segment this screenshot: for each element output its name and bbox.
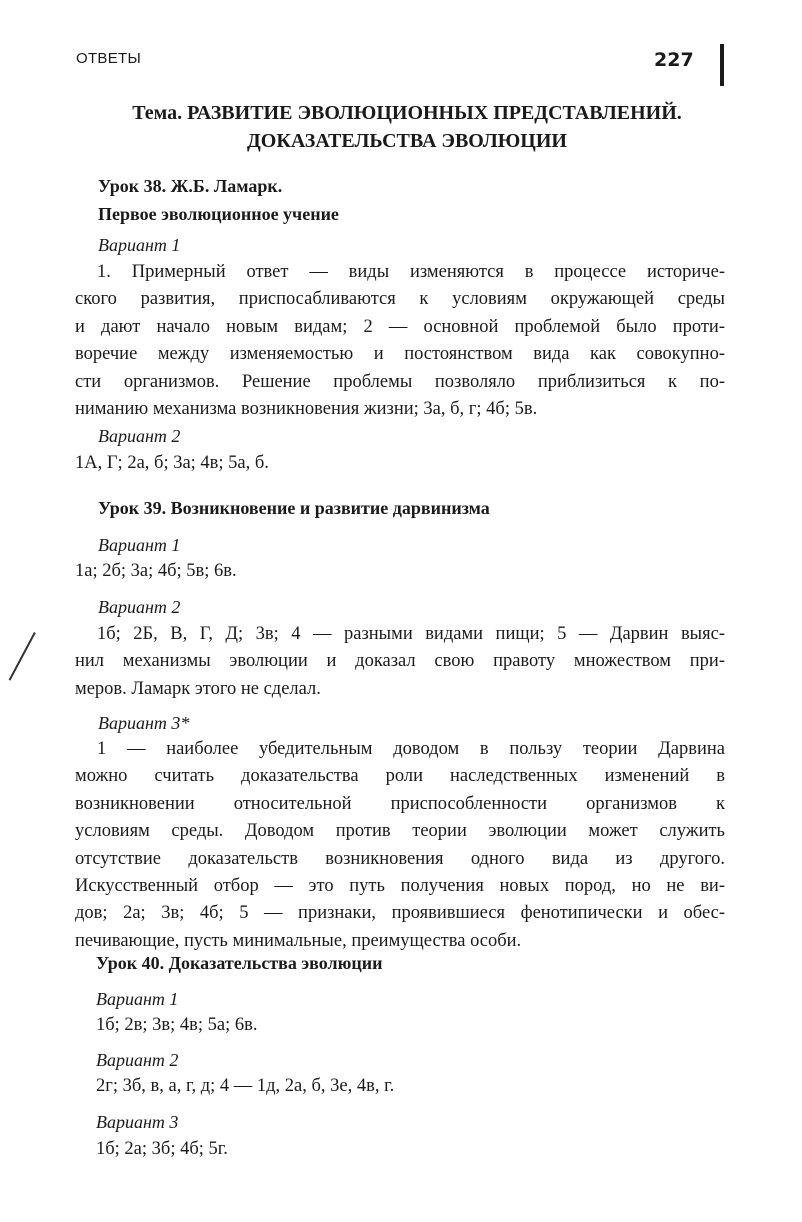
answer-line: условиям среды. Доводом против теории эволюции может служить bbox=[75, 821, 725, 842]
lesson-39-variant-1-answer bbox=[75, 558, 725, 585]
answer-line: возникновении относительной приспособленности организмов к bbox=[75, 793, 725, 814]
answer-line: 1б; 2в; 3в; 4в; 5а; 6в. bbox=[96, 1015, 258, 1035]
header-rule bbox=[720, 44, 724, 86]
answer-line: ниманию механизма возникновения жизни; 3а, б, г; 4б; 5в. bbox=[75, 399, 538, 420]
lesson-38-title bbox=[98, 172, 748, 228]
lesson-40-variant-1-answer bbox=[96, 1012, 746, 1039]
answer-line: отсутствие доказательств возникновения одного вида из другого. bbox=[75, 848, 725, 869]
answer-line: дов; 2а; 3в; 4б; 5 — признаки, проявившиеся фенотипически и обес- bbox=[75, 903, 725, 924]
lesson-38-title-line-2: Первое эволюционное учение bbox=[98, 204, 339, 224]
answer-line: меров. Ламарк этого не сделал. bbox=[75, 678, 321, 699]
lesson-39-variant-3-answer bbox=[75, 736, 725, 955]
answer-line: 1 — наиболее убедительным доводом в пользу теории Дарвина bbox=[97, 739, 725, 759]
page-number: 227 bbox=[654, 49, 694, 71]
lesson-38-variant-2-label: Вариант 2 bbox=[98, 426, 181, 446]
answer-line: 1б; 2Б, В, Г, Д; 3в; 4 — разными видами пищи; 5 — Дарвин выяс- bbox=[97, 624, 725, 644]
lesson-40-variant-3-answer bbox=[96, 1136, 746, 1163]
answer-line: 1. Примерный ответ — виды изменяются в процессе историче- bbox=[97, 262, 725, 282]
answer-line: сти организмов. Решение проблемы позволяло приблизиться к по- bbox=[75, 371, 725, 392]
lesson-40-variant-2-answer bbox=[96, 1073, 746, 1100]
answer-line: 2г; 3б, в, а, г, д; 4 — 1д, 2а, б, 3е, 4в, г. bbox=[96, 1076, 395, 1096]
lesson-38-variant-1-label: Вариант 1 bbox=[98, 235, 181, 255]
lesson-40-variant-1-label: Вариант 1 bbox=[96, 989, 179, 1009]
answer-line: и дают начало новым видам; 2 — основной проблемой было проти- bbox=[75, 316, 725, 337]
topic-heading bbox=[60, 99, 754, 155]
lesson-40-title: Урок 40. Доказательства эволюции bbox=[96, 953, 383, 973]
answer-line: можно считать доказательства роли наследственных изменений в bbox=[75, 766, 725, 787]
lesson-40-variant-3-label: Вариант 3 bbox=[96, 1112, 179, 1132]
answer-line: 1б; 2а; 3б; 4б; 5г. bbox=[96, 1139, 228, 1159]
answer-line: нил механизмы эволюции и доказал свою правоту множеством при- bbox=[75, 651, 725, 672]
answer-line: воречие между изменяемостью и постоянством вида как совокупно- bbox=[75, 344, 725, 365]
answer-line: ского развития, приспосабливаются к условиям окружающей среды bbox=[75, 289, 725, 310]
lesson-39-variant-2-answer bbox=[75, 621, 725, 703]
answer-line: 1А, Г; 2а, б; 3а; 4в; 5а, б. bbox=[75, 453, 269, 473]
answer-line: 1а; 2б; 3а; 4б; 5в; 6в. bbox=[75, 561, 237, 581]
topic-heading-line-1: Тема. РАЗВИТИЕ ЭВОЛЮЦИОННЫХ ПРЕДСТАВЛЕНИЙ. bbox=[132, 102, 682, 124]
pencil-margin-mark bbox=[9, 632, 36, 681]
answer-line: печивающие, пусть минимальные, преимущества особи. bbox=[75, 930, 522, 951]
lesson-40-variant-2-label: Вариант 2 bbox=[96, 1050, 179, 1070]
lesson-38-title-line-1: Урок 38. Ж.Б. Ламарк. bbox=[98, 176, 283, 196]
running-header-section: ОТВЕТЫ bbox=[76, 50, 142, 67]
topic-heading-line-2: ДОКАЗАТЕЛЬСТВА ЭВОЛЮЦИИ bbox=[247, 130, 567, 152]
lesson-39-variant-1-label: Вариант 1 bbox=[98, 535, 181, 555]
lesson-38-variant-1-answer bbox=[75, 259, 725, 423]
answer-line: Искусственный отбор — это путь получения новых пород, но не ви- bbox=[75, 876, 725, 897]
lesson-39-variant-2-label: Вариант 2 bbox=[98, 597, 181, 617]
lesson-39-title: Урок 39. Возникновение и развитие дарвинизма bbox=[98, 498, 490, 518]
lesson-38-variant-2-answer bbox=[75, 450, 725, 477]
lesson-39-variant-3-label: Вариант 3* bbox=[98, 713, 190, 733]
